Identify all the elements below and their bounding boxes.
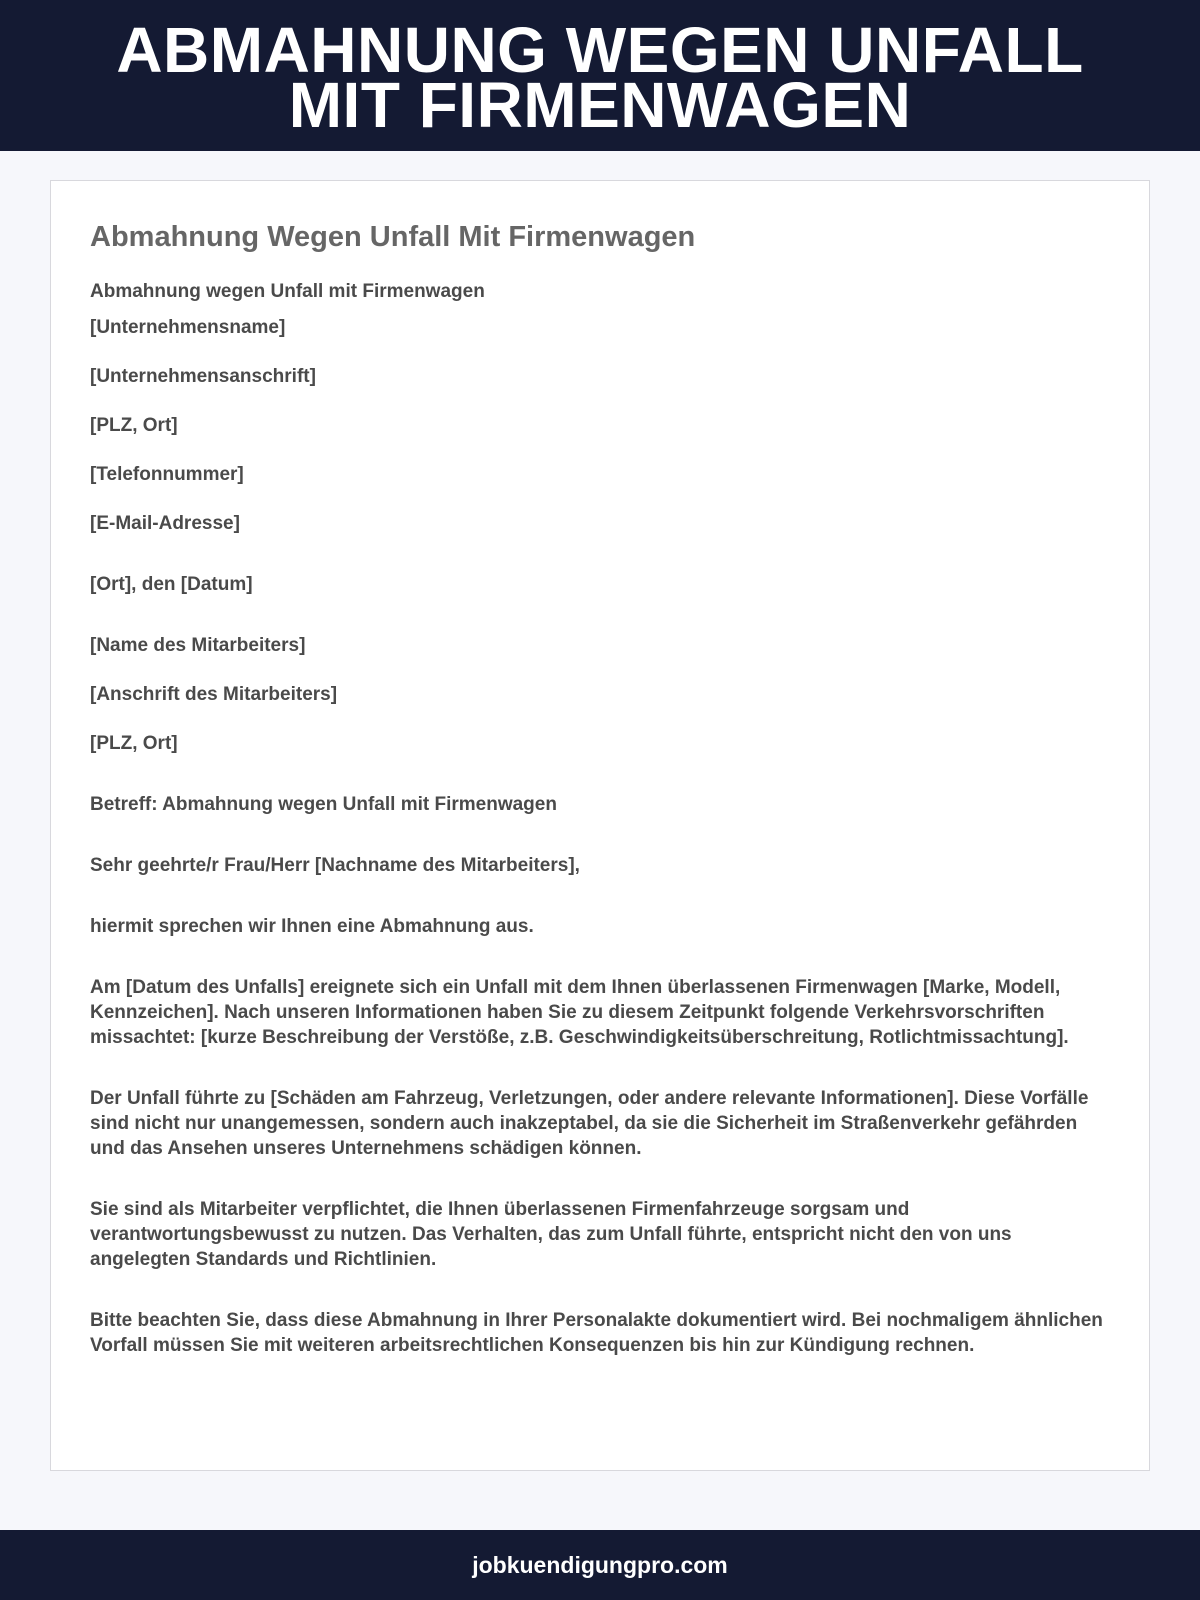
sender-company-address: [Unternehmensanschrift] xyxy=(90,366,316,387)
place-date: [Ort], den [Datum] xyxy=(90,574,253,595)
footer-site-name: jobkuendigungpro.com xyxy=(472,1551,728,1578)
banner-title xyxy=(50,13,1150,141)
document-subtitle: Abmahnung wegen Unfall mit Firmenwagen xyxy=(90,281,485,302)
page-banner xyxy=(0,0,1200,151)
banner-title-line-1: ABMAHNUNG WEGEN UNFALL xyxy=(116,13,1084,86)
body-paragraph: Bitte beachten Sie, dass diese Abmahnung in Ihrer Personalakte dokumentiert wird. Bei nochmaligem ähnlichen Vorfall müssen Sie mit weiteren arbeitsrechtlichen Konsequenzen bis hin zur Kündigung rechnen. xyxy=(90,1310,1103,1356)
body-paragraph: Sie sind als Mitarbeiter verpflichtet, die Ihnen überlassenen Firmenfahrzeuge sorgsam und verantwortungsbewusst zu nutzen. Das Verhalten, das zum Unfall führte, entspricht nicht den von uns angelegten Standards und Richtlinien. xyxy=(90,1199,1012,1270)
subject-line: Betreff: Abmahnung wegen Unfall mit Firmenwagen xyxy=(90,794,557,815)
sender-company-name: [Unternehmensname] xyxy=(90,317,286,338)
intro-sentence: hiermit sprechen wir Ihnen eine Abmahnung aus. xyxy=(90,916,534,937)
sender-phone: [Telefonnummer] xyxy=(90,464,244,485)
recipient-address: [Anschrift des Mitarbeiters] xyxy=(90,684,338,705)
document-heading: Abmahnung Wegen Unfall Mit Firmenwagen xyxy=(90,221,696,253)
recipient-zip-city: [PLZ, Ort] xyxy=(90,733,178,754)
recipient-block xyxy=(90,633,1110,756)
recipient-name: [Name des Mitarbeiters] xyxy=(90,635,306,656)
sender-email: [E-Mail-Adresse] xyxy=(90,513,240,534)
banner-title-line-2: MIT FIRMENWAGEN xyxy=(288,68,912,141)
letter-card xyxy=(50,180,1150,1471)
page-footer xyxy=(0,1530,1200,1600)
body-paragraph: Der Unfall führte zu [Schäden am Fahrzeug, Verletzungen, oder andere relevante Informationen]. Diese Vorfälle sind nicht nur unangemessen, sondern auch inakzeptabel, da sie die Sicherheit im Straßenverkehr gefährden und das Ansehen unseres Unternehmens schädigen können. xyxy=(90,1088,1089,1159)
sender-zip-city: [PLZ, Ort] xyxy=(90,415,178,436)
sender-block xyxy=(90,315,1110,536)
salutation: Sehr geehrte/r Frau/Herr [Nachname des Mitarbeiters], xyxy=(90,855,580,876)
body-paragraph: Am [Datum des Unfalls] ereignete sich ein Unfall mit dem Ihnen überlassenen Firmenwagen [Marke, Modell, Kennzeichen]. Nach unseren Informationen haben Sie zu diesem Zeitpunkt folgende Verkehrsvorschriften missachtet: [kurze Beschreibung der Verstöße, z.B. Geschwindigkeitsüberschreitung, Rotlichtmissachtung]. xyxy=(90,977,1069,1048)
